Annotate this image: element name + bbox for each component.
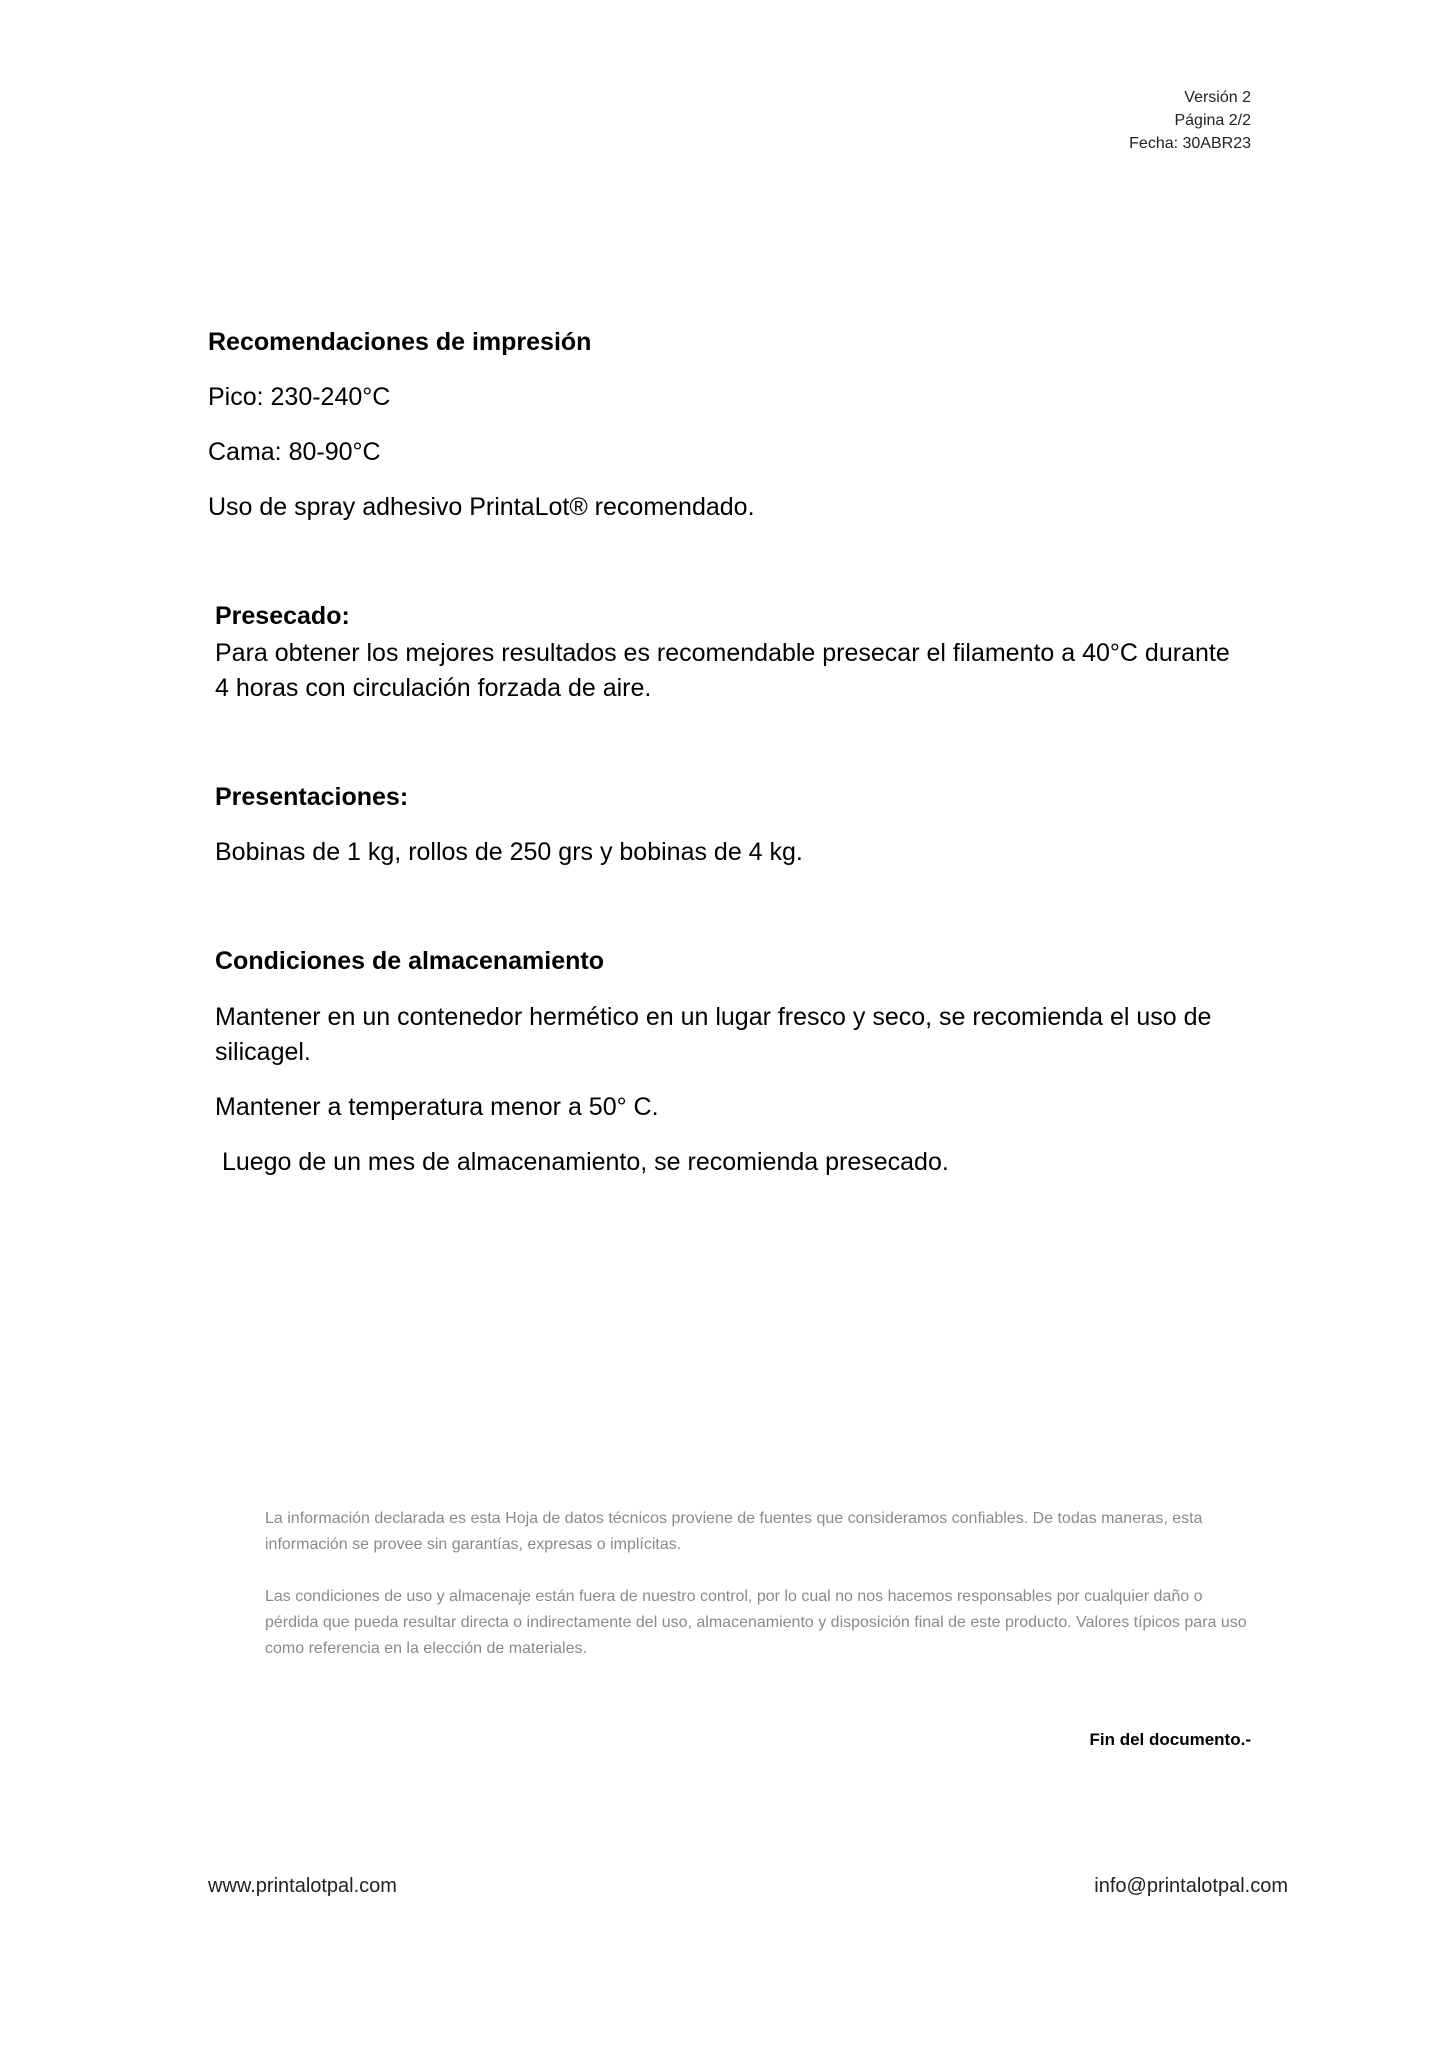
- predrying-text: Para obtener los mejores resultados es recomendable presecar el filamento a 40°C durante 4 horas con circulación forzada de aire.: [215, 639, 1230, 702]
- storage-temperature-text: Mantener a temperatura menor a 50° C.: [215, 1093, 659, 1121]
- version-label: Versión 2: [1184, 89, 1251, 106]
- disclaimer-paragraph-2: Las condiciones de uso y almacenaje están fuera de nuestro control, por lo cual no nos hacemos responsables por cualquier daño o pérdida que pueda resultar directa o indirectamente del uso, almacenamiento y disposición final de este producto. Valores típicos para uso como referencia en la elección de materiales.: [265, 1588, 1247, 1657]
- page-number: Página 2/2: [1174, 112, 1251, 129]
- adhesive-recommendation: Uso de spray adhesivo PrintaLot® recomendado.: [208, 493, 755, 521]
- disclaimer-paragraph-1: La información declarada es esta Hoja de datos técnicos proviene de fuentes que consideramos confiables. De todas maneras, esta información se provee sin garantías, expresas o implícitas.: [265, 1510, 1203, 1553]
- bed-temperature: Cama: 80-90°C: [208, 438, 381, 466]
- storage-heading: Condiciones de almacenamiento: [215, 947, 604, 975]
- document-meta: [1129, 86, 1251, 155]
- printing-heading: Recomendaciones de impresión: [208, 328, 592, 356]
- presentations-text: Bobinas de 1 kg, rollos de 250 grs y bobinas de 4 kg.: [215, 838, 803, 866]
- document-date: Fecha: 30ABR23: [1129, 135, 1251, 152]
- footer-website-link[interactable]: www.printalotpal.com: [208, 1875, 397, 1897]
- storage-container-text: Mantener en un contenedor hermético en un lugar fresco y seco, se recomienda el uso de silicagel.: [215, 1003, 1212, 1066]
- nozzle-temperature: Pico: 230-240°C: [208, 383, 391, 411]
- end-of-document: Fin del documento.-: [1089, 1730, 1251, 1749]
- presentations-heading: Presentaciones:: [215, 783, 409, 811]
- storage-predrying-text: Luego de un mes de almacenamiento, se recomienda presecado.: [215, 1148, 949, 1176]
- predrying-heading: Presecado:: [215, 602, 350, 630]
- footer-email-link[interactable]: info@printalotpal.com: [1094, 1875, 1288, 1897]
